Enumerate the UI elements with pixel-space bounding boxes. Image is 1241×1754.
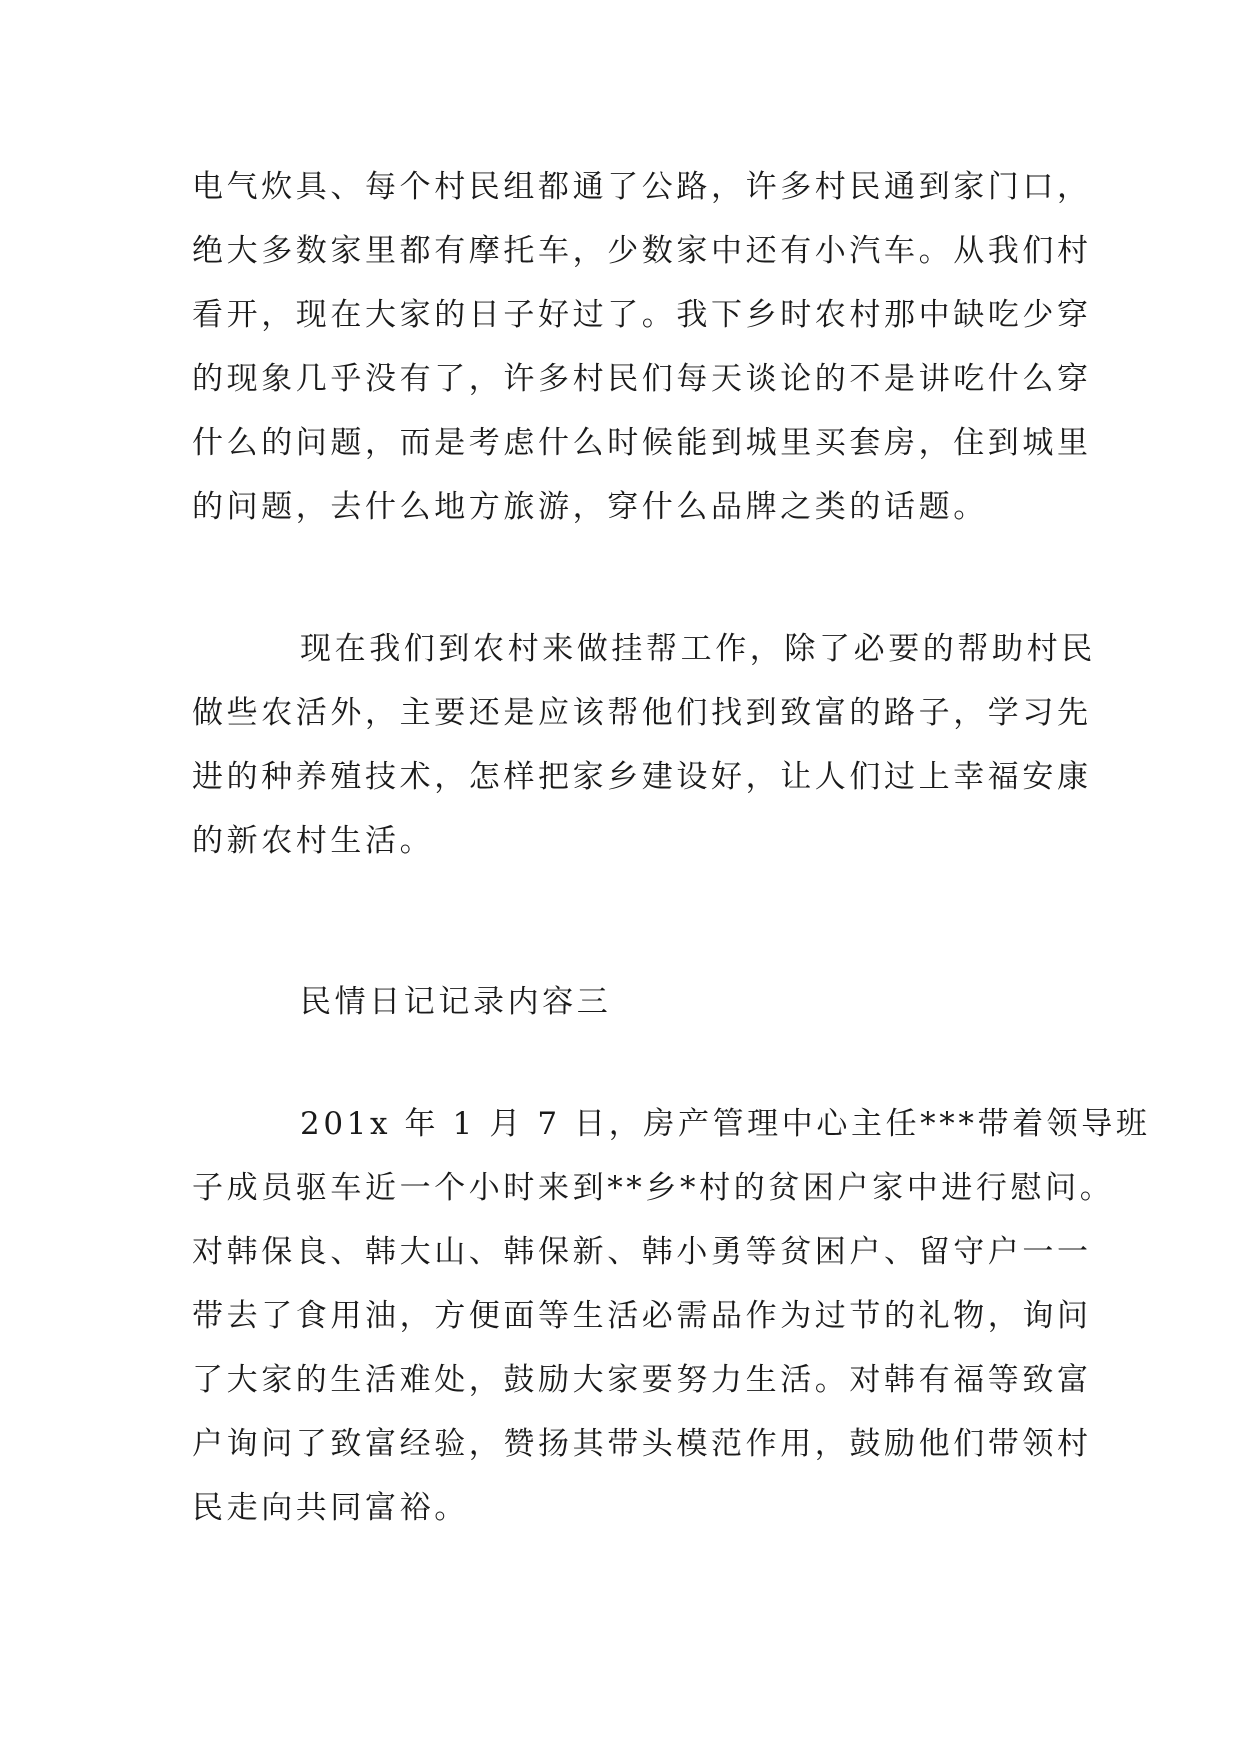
text-line: 子成员驱车近一个小时来到**乡*村的贫困户家中进行慰问。 bbox=[192, 1170, 1115, 1206]
text-line: 对韩保良、韩大山、韩保新、韩小勇等贫困户、留守户一一 bbox=[192, 1234, 1092, 1270]
text-line: 带去了食用油，方便面等生活必需品作为过节的礼物，询问 bbox=[192, 1298, 1092, 1334]
text-line: 了大家的生活难处，鼓励大家要努力生活。对韩有福等致富 bbox=[192, 1362, 1092, 1398]
text-line: 看开，现在大家的日子好过了。我下乡时农村那中缺吃少穿 bbox=[192, 297, 1092, 333]
text-line: 民走向共同富裕。 bbox=[192, 1490, 469, 1526]
text-line: 的问题，去什么地方旅游，穿什么品牌之类的话题。 bbox=[192, 489, 988, 525]
text-line: 201x 年 1 月 7 日，房产管理中心主任***带着领导班 bbox=[300, 1106, 1151, 1142]
text-line: 什么的问题，而是考虑什么时候能到城里买套房，住到城里 bbox=[192, 425, 1092, 461]
text-line: 进的种养殖技术，怎样把家乡建设好，让人们过上幸福安康 bbox=[192, 759, 1092, 795]
paragraph-village-changes bbox=[192, 155, 1092, 539]
section-title: 民情日记记录内容三 bbox=[300, 984, 612, 1020]
paragraph-visit-record bbox=[192, 1092, 1151, 1540]
text-line: 现在我们到农村来做挂帮工作，除了必要的帮助村民 bbox=[300, 631, 1096, 667]
text-line: 电气炊具、每个村民组都通了公路，许多村民通到家门口， bbox=[192, 169, 1092, 205]
text-line: 户询问了致富经验，赞扬其带头模范作用，鼓励他们带领村 bbox=[192, 1426, 1092, 1462]
paragraph-assistance-work bbox=[192, 617, 1096, 873]
section-heading bbox=[192, 970, 1072, 1034]
text-line: 的新农村生活。 bbox=[192, 823, 435, 859]
text-line: 的现象几乎没有了，许多村民们每天谈论的不是讲吃什么穿 bbox=[192, 361, 1092, 397]
text-line: 做些农活外，主要还是应该帮他们找到致富的路子，学习先 bbox=[192, 695, 1092, 731]
text-line: 绝大多数家里都有摩托车，少数家中还有小汽车。从我们村 bbox=[192, 233, 1092, 269]
